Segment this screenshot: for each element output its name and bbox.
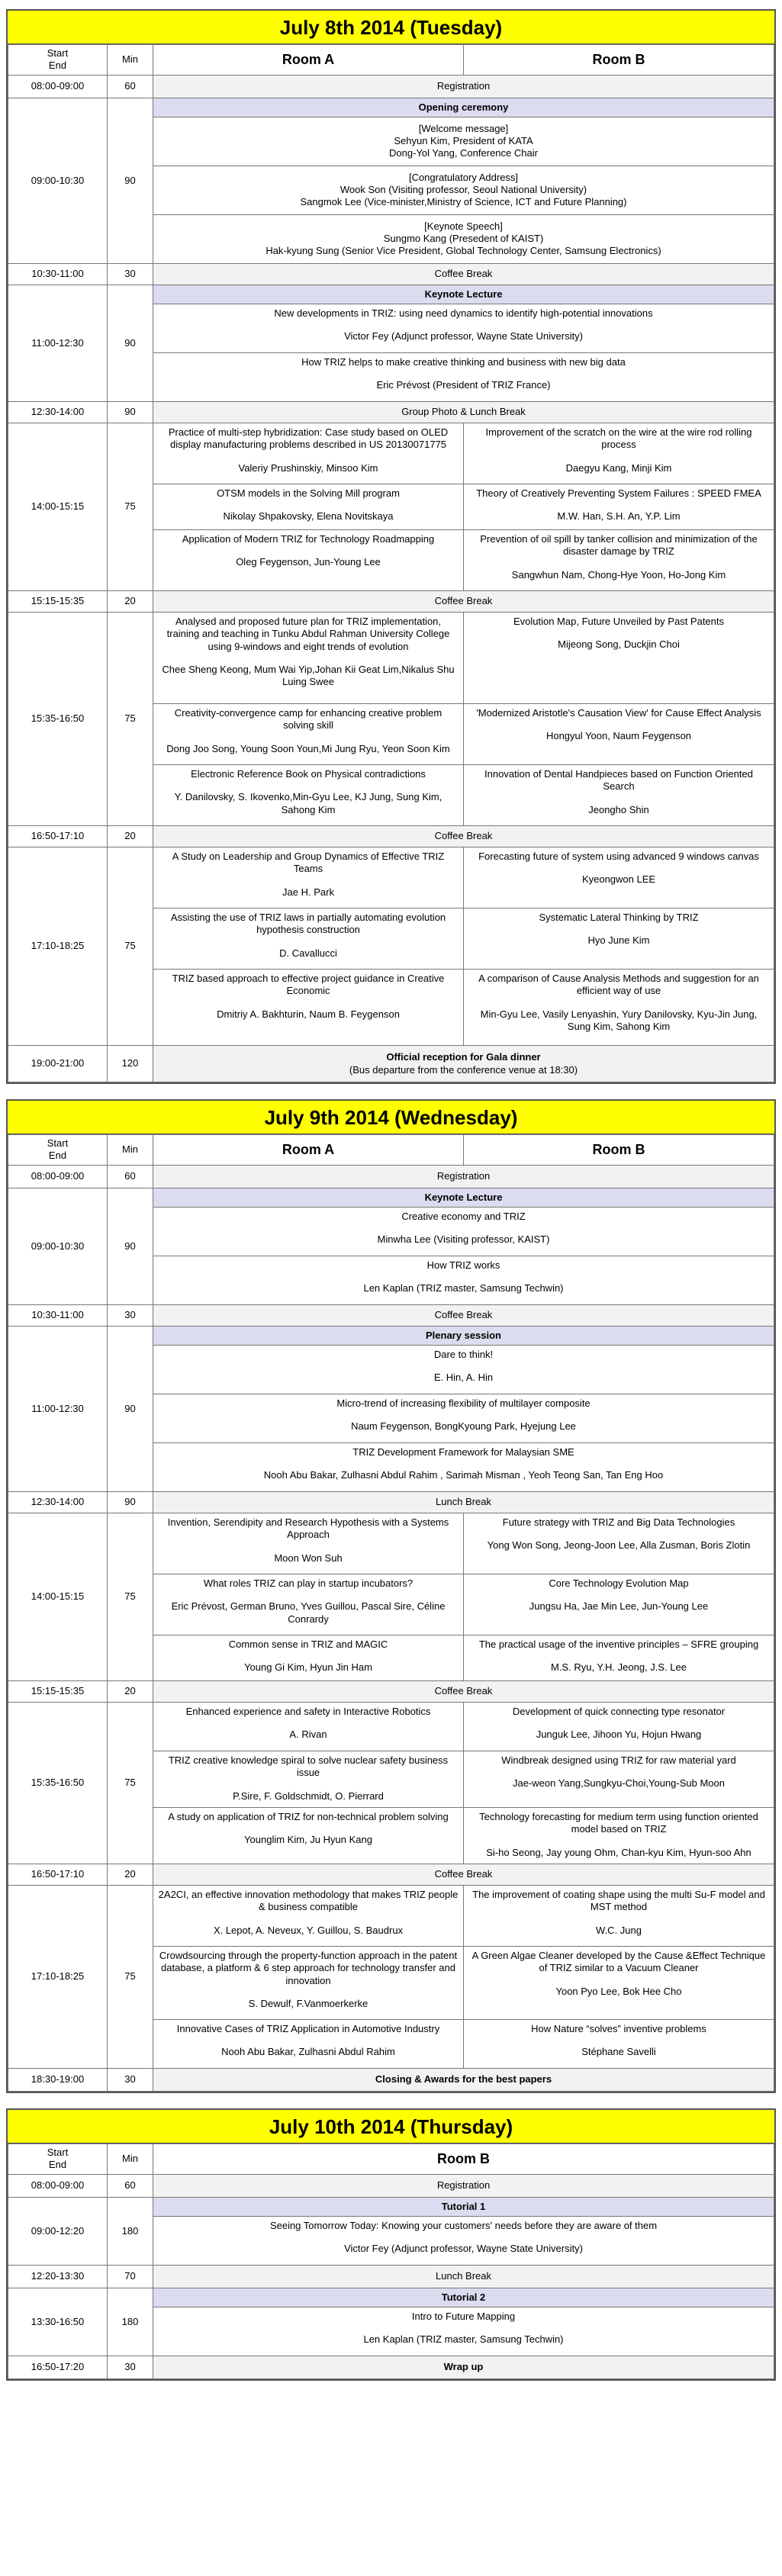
min-cell: 20 bbox=[108, 1864, 153, 1886]
paper-title: Prevention of oil spill by tanker collision and minimization of the disaster damage by TRIZ bbox=[480, 533, 758, 558]
min-cell: 180 bbox=[108, 2288, 153, 2356]
start-end-header: Start End bbox=[8, 1135, 108, 1166]
paper-room-a bbox=[153, 970, 464, 1046]
time-cell: 08:00-09:00 bbox=[8, 2174, 108, 2197]
paper-authors: X. Lepot, A. Neveux, Y. Guillou, S. Baudrux bbox=[213, 1924, 404, 1936]
section-title: Keynote Lecture bbox=[153, 1188, 774, 1207]
paper-title: Enhanced experience and safety in Interactive Robotics bbox=[185, 1706, 431, 1717]
reception-label: Official reception for Gala dinner bbox=[386, 1051, 541, 1063]
time-cell: 09:00-10:30 bbox=[8, 1188, 108, 1304]
tutorial-title-row bbox=[8, 2288, 774, 2307]
paper-authors: Chee Sheng Keong, Mum Wai Yip,Johan Kii Geat Lim,Nikalus Shu Luing Swee bbox=[162, 663, 455, 687]
time-cell: 15:35-16:50 bbox=[8, 1703, 108, 1864]
talk-speaker: Naum Feygenson, BongKyoung Park, Hyejung Lee bbox=[351, 1420, 576, 1433]
talk-speaker: Eric Prévost (President of TRIZ France) bbox=[376, 379, 551, 391]
schedule-table bbox=[8, 44, 774, 1082]
day-title: July 10th 2014 (Thursday) bbox=[8, 2110, 774, 2143]
min-cell: 90 bbox=[108, 1326, 153, 1491]
min-cell: 30 bbox=[108, 2356, 153, 2379]
paper-title: Assisting the use of TRIZ laws in partially automating evolution hypothesis construction bbox=[170, 912, 446, 936]
lunch-row bbox=[8, 1492, 774, 1513]
talk-title: How TRIZ works bbox=[426, 1259, 500, 1271]
paper-room-b bbox=[464, 1808, 774, 1864]
paper-title: Practice of multi-step hybridization: Case study based on OLED display manufacturing problems described in US 20130071775 bbox=[168, 426, 449, 451]
paper-authors: Jae-weon Yang,Sungkyu-Choi,Young-Sub Moon bbox=[512, 1777, 725, 1790]
coffee-break-row bbox=[8, 826, 774, 847]
paper-room-b bbox=[464, 1751, 774, 1808]
paper-authors: Dong Joo Song, Young Soon Youn,Mi Jung Ryu, Yeon Soon Kim bbox=[166, 742, 450, 754]
paper-room-a bbox=[153, 1635, 464, 1681]
paper-authors: D. Cavallucci bbox=[279, 947, 337, 959]
registration-row bbox=[8, 75, 774, 98]
paper-title: Forecasting future of system using advanced 9 windows canvas bbox=[478, 851, 759, 862]
min-cell: 60 bbox=[108, 75, 153, 98]
paper-authors: Yoon Pyo Lee, Bok Hee Cho bbox=[555, 1985, 682, 1997]
opening-block-content bbox=[153, 117, 774, 166]
time-cell: 15:15-15:35 bbox=[8, 1681, 108, 1703]
min-cell: 90 bbox=[108, 98, 153, 263]
paper-authors: Si-ho Seong, Jay young Ohm, Chan-kyu Kim, Hyun-soo Ahn bbox=[486, 1846, 751, 1858]
schedule-table bbox=[8, 1134, 774, 2092]
lunch-label: Group Photo & Lunch Break bbox=[153, 402, 774, 423]
paper-title: The improvement of coating shape using the multi Su-F model and MST method bbox=[472, 1889, 765, 1913]
start-end-header: Start End bbox=[8, 2144, 108, 2175]
time-cell: 16:50-17:10 bbox=[8, 826, 108, 847]
block-line: Sehyun Kim, President of KATA bbox=[394, 135, 533, 147]
min-cell: 75 bbox=[108, 613, 153, 826]
block-line: Wook Son (Visiting professor, Seoul National University) bbox=[340, 184, 587, 196]
paper-title: TRIZ based approach to effective project guidance in Creative Economic bbox=[172, 973, 445, 997]
closing-row bbox=[8, 2069, 774, 2092]
coffee-break-label: Coffee Break bbox=[153, 1864, 774, 1886]
registration-label: Registration bbox=[153, 2174, 774, 2197]
min-cell: 30 bbox=[108, 263, 153, 285]
time-cell: 12:20-13:30 bbox=[8, 2265, 108, 2288]
time-cell: 15:15-15:35 bbox=[8, 591, 108, 613]
coffee-break-row bbox=[8, 1304, 774, 1326]
paper-authors: Oleg Feygenson, Jun-Young Lee bbox=[236, 556, 381, 568]
section-title: Keynote Lecture bbox=[153, 285, 774, 304]
session-row bbox=[8, 1513, 774, 1574]
min-cell: 75 bbox=[108, 1703, 153, 1864]
paper-authors: Nooh Abu Bakar, Zulhasni Abdul Rahim bbox=[221, 2046, 395, 2058]
talk-title: TRIZ Development Framework for Malaysian SME bbox=[352, 1446, 574, 1458]
paper-title: TRIZ creative knowledge spiral to solve nuclear safety business issue bbox=[168, 1754, 449, 1779]
keynote-title-row bbox=[8, 1188, 774, 1207]
paper-title: Invention, Serendipity and Research Hypothesis with a Systems Approach bbox=[167, 1516, 449, 1541]
coffee-break-row bbox=[8, 591, 774, 613]
talk-title: Dare to think! bbox=[433, 1349, 494, 1360]
paper-authors: Stéphane Savelli bbox=[581, 2046, 656, 2058]
paper-authors: Yong Won Song, Jeong-Joon Lee, Alla Zusman, Boris Zlotin bbox=[487, 1539, 751, 1552]
talk-cell bbox=[153, 1207, 774, 1256]
paper-title: Innovative Cases of TRIZ Application in Automotive Industry bbox=[176, 2023, 440, 2034]
paper-room-a bbox=[153, 909, 464, 970]
paper-title: Development of quick connecting type resonator bbox=[512, 1706, 726, 1717]
day-title: July 8th 2014 (Tuesday) bbox=[8, 11, 774, 44]
paper-authors: Sangwhun Nam, Chong-Hye Yoon, Ho-Jong Kim bbox=[511, 568, 726, 580]
talk-speaker: Victor Fey (Adjunct professor, Wayne State University) bbox=[344, 2243, 583, 2254]
talk-speaker: Nooh Abu Bakar, Zulhasni Abdul Rahim , Sarimah Misman , Yeoh Teong San, Tan Eng Hoo bbox=[263, 1469, 664, 1481]
wrap-up-label: Wrap up bbox=[153, 2356, 774, 2379]
coffee-break-row bbox=[8, 1681, 774, 1703]
paper-authors: Younglim Kim, Ju Hyun Kang bbox=[244, 1834, 372, 1846]
paper-authors: M.S. Ryu, Y.H. Jeong, J.S. Lee bbox=[550, 1661, 687, 1674]
min-cell: 180 bbox=[108, 2197, 153, 2265]
paper-room-a bbox=[153, 1886, 464, 1947]
talk-title: Creative economy and TRIZ bbox=[401, 1210, 526, 1222]
min-cell: 75 bbox=[108, 847, 153, 1046]
paper-authors: P.Sire, F. Goldschmidt, O. Pierrard bbox=[233, 1790, 384, 1802]
section-title: Plenary session bbox=[153, 1326, 774, 1345]
session-row bbox=[8, 423, 774, 484]
header-row bbox=[8, 2144, 774, 2175]
paper-title: Technology forecasting for medium term using function oriented model based on TRIZ bbox=[479, 1811, 758, 1835]
time-cell: 10:30-11:00 bbox=[8, 263, 108, 285]
paper-room-b bbox=[464, 423, 774, 484]
paper-room-a bbox=[153, 847, 464, 909]
paper-room-b bbox=[464, 970, 774, 1046]
paper-room-a bbox=[153, 1808, 464, 1864]
paper-authors: Jeongho Shin bbox=[588, 803, 649, 815]
paper-title: OTSM models in the Solving Mill program bbox=[217, 487, 400, 499]
talk-title: Seeing Tomorrow Today: Knowing your customers' needs before they are aware of them bbox=[269, 2219, 658, 2231]
time-cell: 12:30-14:00 bbox=[8, 402, 108, 423]
paper-title: Systematic Lateral Thinking by TRIZ bbox=[539, 912, 699, 923]
registration-label: Registration bbox=[153, 1165, 774, 1188]
min-cell: 70 bbox=[108, 2265, 153, 2288]
paper-room-b bbox=[464, 2020, 774, 2069]
day-thursday bbox=[6, 2108, 776, 2381]
paper-title: A Study on Leadership and Group Dynamics of Effective TRIZ Teams bbox=[172, 851, 445, 875]
time-cell: 14:00-15:15 bbox=[8, 1513, 108, 1681]
min-cell: 90 bbox=[108, 402, 153, 423]
paper-room-a bbox=[153, 1703, 464, 1751]
paper-title: Future strategy with TRIZ and Big Data Technologies bbox=[502, 1516, 735, 1528]
paper-authors: Valeriy Prushinskiy, Minsoo Kim bbox=[238, 461, 378, 474]
paper-room-b bbox=[464, 704, 774, 765]
time-cell: 08:00-09:00 bbox=[8, 75, 108, 98]
paper-title: Common sense in TRIZ and MAGIC bbox=[228, 1639, 388, 1650]
room-b-header: Room B bbox=[464, 1135, 774, 1166]
paper-room-a bbox=[153, 1574, 464, 1635]
coffee-break-label: Coffee Break bbox=[153, 1681, 774, 1703]
time-cell: 08:00-09:00 bbox=[8, 1165, 108, 1188]
talk-cell bbox=[153, 2307, 774, 2356]
paper-room-b bbox=[464, 1513, 774, 1574]
talk-cell bbox=[153, 1346, 774, 1394]
paper-title: Crowdsourcing through the property-function approach in the patent database, a platform & 6 step approach for technology transfer and innovation bbox=[159, 1950, 458, 1986]
min-cell: 60 bbox=[108, 1165, 153, 1188]
paper-title: Windbreak designed using TRIZ for raw material yard bbox=[501, 1754, 736, 1766]
min-cell: 30 bbox=[108, 2069, 153, 2092]
paper-authors: Nikolay Shpakovsky, Elena Novitskaya bbox=[223, 510, 394, 523]
talk-cell bbox=[153, 1256, 774, 1304]
time-cell: 09:00-10:30 bbox=[8, 98, 108, 263]
paper-room-b bbox=[464, 1886, 774, 1947]
time-cell: 09:00-12:20 bbox=[8, 2197, 108, 2265]
paper-authors: W.C. Jung bbox=[596, 1924, 642, 1936]
paper-room-b bbox=[464, 1947, 774, 2020]
paper-room-b bbox=[464, 909, 774, 970]
paper-title: A comparison of Cause Analysis Methods and suggestion for an efficient way of use bbox=[478, 973, 759, 997]
paper-authors: Jungsu Ha, Jae Min Lee, Jun-Young Lee bbox=[529, 1600, 709, 1613]
time-cell: 11:00-12:30 bbox=[8, 285, 108, 401]
paper-title: Evolution Map, Future Unveiled by Past Patents bbox=[513, 616, 725, 627]
time-cell: 17:10-18:25 bbox=[8, 847, 108, 1046]
paper-title: Electronic Reference Book on Physical contradictions bbox=[191, 768, 426, 780]
paper-room-a bbox=[153, 423, 464, 484]
lunch-row bbox=[8, 2265, 774, 2288]
min-cell: 90 bbox=[108, 285, 153, 401]
paper-room-b bbox=[464, 847, 774, 909]
room-b-header: Room B bbox=[153, 2144, 774, 2175]
paper-authors: S. Dewulf, F.Vanmoerkerke bbox=[248, 1997, 368, 2009]
block-heading: [Keynote Speech] bbox=[424, 220, 503, 232]
paper-title: What roles TRIZ can play in startup incubators? bbox=[203, 1577, 414, 1589]
day-tuesday bbox=[6, 9, 776, 1084]
min-header: Min bbox=[108, 1135, 153, 1166]
min-cell: 30 bbox=[108, 1304, 153, 1326]
coffee-break-label: Coffee Break bbox=[153, 1304, 774, 1326]
paper-room-a bbox=[153, 1947, 464, 2020]
block-line: Dong-Yol Yang, Conference Chair bbox=[389, 147, 538, 159]
day-wednesday bbox=[6, 1099, 776, 2093]
talk-title: Intro to Future Mapping bbox=[411, 2311, 516, 2322]
paper-room-a bbox=[153, 704, 464, 765]
room-a-header: Room A bbox=[153, 45, 464, 76]
block-line: Sungmo Kang (Presedent of KAIST) bbox=[383, 233, 544, 245]
talk-title: How TRIZ helps to make creative thinking and business with new big data bbox=[301, 356, 626, 368]
coffee-break-row bbox=[8, 1864, 774, 1886]
time-cell: 17:10-18:25 bbox=[8, 1886, 108, 2069]
paper-room-b bbox=[464, 530, 774, 591]
time-cell: 10:30-11:00 bbox=[8, 1304, 108, 1326]
reception-row bbox=[8, 1046, 774, 1082]
paper-authors: Min-Gyu Lee, Vasily Lenyashin, Yury Danilovsky, Kyu-Jin Jung, Sung Kim, Sahong Kim bbox=[480, 1008, 758, 1032]
paper-authors: Y. Danilovsky, S. Ikovenko,Min-Gyu Lee, KJ Jung, Sung Kim, Sahong Kim bbox=[174, 791, 442, 815]
talk-speaker: Len Kaplan (TRIZ master, Samsung Techwin) bbox=[363, 1282, 564, 1294]
paper-room-a bbox=[153, 1513, 464, 1574]
paper-title: Creativity-convergence camp for enhancing creative problem solving skill bbox=[174, 707, 442, 732]
talk-cell bbox=[153, 2216, 774, 2265]
header-row bbox=[8, 1135, 774, 1166]
min-cell: 75 bbox=[108, 423, 153, 591]
block-heading: [Welcome message] bbox=[418, 122, 509, 134]
talk-speaker: Victor Fey (Adjunct professor, Wayne State University) bbox=[344, 330, 583, 343]
paper-room-a bbox=[153, 613, 464, 704]
min-cell: 20 bbox=[108, 826, 153, 847]
paper-title: 'Modernized Aristotle's Causation View' for Cause Effect Analysis bbox=[476, 707, 761, 719]
paper-room-b bbox=[464, 484, 774, 530]
paper-room-b bbox=[464, 1703, 774, 1751]
time-cell: 14:00-15:15 bbox=[8, 423, 108, 591]
block-line: Sangmok Lee (Vice-minister,Ministry of Science, ICT and Future Planning) bbox=[300, 196, 627, 208]
min-cell: 120 bbox=[108, 1046, 153, 1082]
coffee-break-label: Coffee Break bbox=[153, 826, 774, 847]
min-cell: 60 bbox=[108, 2174, 153, 2197]
lunch-row bbox=[8, 402, 774, 423]
talk-title: New developments in TRIZ: using need dynamics to identify high-potential innovations bbox=[274, 307, 653, 319]
paper-room-a bbox=[153, 2020, 464, 2069]
time-cell: 16:50-17:10 bbox=[8, 1864, 108, 1886]
paper-title: A Green Algae Cleaner developed by the Cause &Effect Technique of TRIZ similar to a Vacuum Cleaner bbox=[471, 1950, 766, 1974]
paper-room-a bbox=[153, 765, 464, 826]
talk-speaker: Len Kaplan (TRIZ master, Samsung Techwin) bbox=[363, 2333, 564, 2346]
paper-authors: Daegyu Kang, Minji Kim bbox=[565, 461, 672, 474]
time-cell: 13:30-16:50 bbox=[8, 2288, 108, 2356]
session-row bbox=[8, 613, 774, 704]
keynote-title-row bbox=[8, 285, 774, 304]
paper-room-a bbox=[153, 530, 464, 591]
day-title: July 9th 2014 (Wednesday) bbox=[8, 1101, 774, 1134]
min-cell: 20 bbox=[108, 1681, 153, 1703]
time-cell: 15:35-16:50 bbox=[8, 613, 108, 826]
talk-cell bbox=[153, 1394, 774, 1443]
paper-authors: Kyeongwon LEE bbox=[581, 873, 656, 886]
talk-speaker: E. Hin, A. Hin bbox=[433, 1372, 494, 1384]
wrap-up-row bbox=[8, 2356, 774, 2379]
paper-title: A study on application of TRIZ for non-technical problem solving bbox=[168, 1811, 449, 1822]
paper-title: Theory of Creatively Preventing System Failures : SPEED FMEA bbox=[476, 487, 761, 499]
paper-authors: Eric Prévost, German Bruno, Yves Guillou, Pascal Sire, Céline Conrardy bbox=[171, 1600, 446, 1625]
plenary-title-row bbox=[8, 1326, 774, 1345]
min-cell: 75 bbox=[108, 1886, 153, 2069]
paper-title: Improvement of the scratch on the wire at the wire rod rolling process bbox=[485, 426, 752, 451]
paper-room-b bbox=[464, 765, 774, 826]
section-title: Tutorial 1 bbox=[153, 2197, 774, 2216]
paper-authors: Jae H. Park bbox=[282, 886, 334, 898]
session-row bbox=[8, 847, 774, 909]
session-row bbox=[8, 1886, 774, 1947]
min-cell: 20 bbox=[108, 591, 153, 613]
time-cell: 11:00-12:30 bbox=[8, 1326, 108, 1491]
paper-title: Core Technology Evolution Map bbox=[549, 1577, 689, 1589]
talk-speaker: Minwha Lee (Visiting professor, KAIST) bbox=[377, 1233, 550, 1245]
registration-row bbox=[8, 1165, 774, 1188]
paper-title: The practical usage of the inventive principles – SFRE grouping bbox=[478, 1639, 759, 1650]
header-row bbox=[8, 45, 774, 76]
paper-title: Innovation of Dental Handpieces based on Function Oriented Search bbox=[484, 768, 753, 793]
paper-authors: Moon Won Suh bbox=[274, 1552, 343, 1564]
paper-authors: Young Gi Kim, Hyun Jin Ham bbox=[244, 1661, 372, 1674]
registration-label: Registration bbox=[153, 75, 774, 98]
paper-room-b bbox=[464, 613, 774, 704]
reception-cell bbox=[153, 1046, 774, 1082]
room-a-header: Room A bbox=[153, 1135, 464, 1166]
paper-authors: A. Rivan bbox=[289, 1729, 327, 1741]
schedule-table bbox=[8, 2143, 774, 2379]
session-row bbox=[8, 1703, 774, 1751]
paper-authors: Junguk Lee, Jihoon Yu, Hojun Hwang bbox=[536, 1729, 702, 1741]
room-b-header: Room B bbox=[464, 45, 774, 76]
paper-room-a bbox=[153, 1751, 464, 1808]
time-cell: 12:30-14:00 bbox=[8, 1492, 108, 1513]
coffee-break-label: Coffee Break bbox=[153, 591, 774, 613]
closing-label: Closing & Awards for the best papers bbox=[153, 2069, 774, 2092]
paper-room-b bbox=[464, 1574, 774, 1635]
coffee-break-row bbox=[8, 263, 774, 285]
opening-block-content bbox=[153, 214, 774, 263]
coffee-break-label: Coffee Break bbox=[153, 263, 774, 285]
block-heading: [Congratulatory Address] bbox=[408, 171, 519, 183]
talk-cell bbox=[153, 353, 774, 402]
start-end-header: Start End bbox=[8, 45, 108, 76]
section-title: Tutorial 2 bbox=[153, 2288, 774, 2307]
min-cell: 75 bbox=[108, 1513, 153, 1681]
paper-room-b bbox=[464, 1635, 774, 1681]
reception-note: (Bus departure from the conference venue at 18:30) bbox=[349, 1063, 578, 1076]
time-cell: 19:00-21:00 bbox=[8, 1046, 108, 1082]
paper-authors: Mijeong Song, Duckjin Choi bbox=[558, 638, 680, 651]
time-cell: 18:30-19:00 bbox=[8, 2069, 108, 2092]
opening-block-content bbox=[153, 166, 774, 214]
talk-cell bbox=[153, 1443, 774, 1492]
min-cell: 90 bbox=[108, 1188, 153, 1304]
block-line: Hak-kyung Sung (Senior Vice President, Global Technology Center, Samsung Electronics) bbox=[265, 245, 661, 257]
paper-room-a bbox=[153, 484, 464, 530]
paper-title: Application of Modern TRIZ for Technology Roadmapping bbox=[182, 533, 435, 545]
paper-authors: Hyo June Kim bbox=[587, 934, 650, 947]
talk-cell bbox=[153, 304, 774, 353]
lunch-label: Lunch Break bbox=[153, 2265, 774, 2288]
time-cell: 16:50-17:20 bbox=[8, 2356, 108, 2379]
registration-row bbox=[8, 2174, 774, 2197]
talk-title: Micro-trend of increasing flexibility of multilayer composite bbox=[336, 1397, 591, 1409]
paper-authors: Dmitriy A. Bakhturin, Naum B. Feygenson bbox=[217, 1008, 400, 1020]
paper-authors: Hongyul Yoon, Naum Feygenson bbox=[545, 730, 692, 742]
paper-title: Analysed and proposed future plan for TRIZ implementation, training and teaching in Tunku Abdul Rahman University College using 9-windows and eight trends of evolution bbox=[166, 616, 450, 652]
paper-title: How Nature “solves” inventive problems bbox=[531, 2023, 706, 2034]
min-header: Min bbox=[108, 2144, 153, 2175]
paper-authors: M.W. Han, S.H. An, Y.P. Lim bbox=[557, 510, 681, 523]
opening-title-row bbox=[8, 98, 774, 117]
lunch-label: Lunch Break bbox=[153, 1492, 774, 1513]
section-title: Opening ceremony bbox=[153, 98, 774, 117]
min-cell: 90 bbox=[108, 1492, 153, 1513]
paper-title: 2A2CI, an effective innovation methodology that makes TRIZ people & business compatible bbox=[158, 1889, 459, 1913]
min-header: Min bbox=[108, 45, 153, 76]
tutorial-title-row bbox=[8, 2197, 774, 2216]
